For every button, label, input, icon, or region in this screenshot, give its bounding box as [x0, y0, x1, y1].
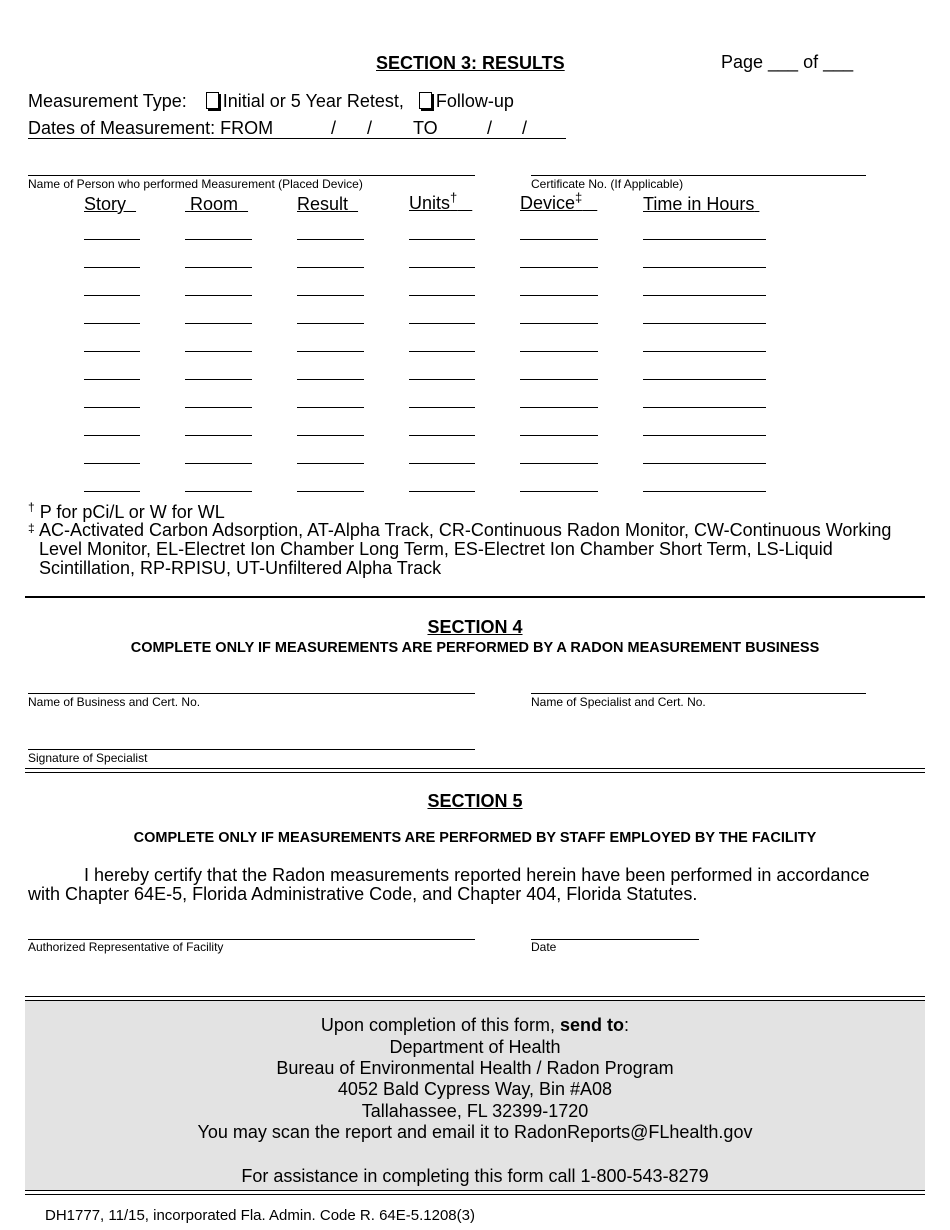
- footnote-device: AC-Activated Carbon Adsorption, AT-Alpha Track, CR-Continuous Radon Monitor, CW-Continuous Working Level Monitor, EL-Electret Ion Chamber Long Term, ES-Electret Ion Chamber Short Term, LS-Liquid Scintillation, RP-RPISU, UT-Unfiltered Alpha Track: [39, 520, 892, 578]
- representative-label: Authorized Representative of Facility: [28, 940, 224, 954]
- result-time-field[interactable]: [643, 379, 766, 380]
- result-result-field[interactable]: [297, 267, 364, 268]
- result-device-field[interactable]: [520, 463, 598, 464]
- result-time-field[interactable]: [643, 463, 766, 464]
- dates-to-sep1: /: [487, 118, 493, 138]
- result-time-field[interactable]: [643, 323, 766, 324]
- signature-field[interactable]: [28, 749, 475, 750]
- dates-from-sep1: /: [331, 118, 337, 138]
- mailing-line4: Tallahassee, FL 32399-1720: [361, 1101, 589, 1121]
- result-room-field[interactable]: [185, 463, 252, 464]
- mailing-line3: 4052 Bald Cypress Way, Bin #A08: [337, 1079, 613, 1099]
- result-device-field[interactable]: [520, 239, 598, 240]
- column-device: Device‡: [520, 190, 583, 213]
- result-room-field[interactable]: [185, 379, 252, 380]
- result-story-field[interactable]: [84, 295, 140, 296]
- dates-to-sep2: /: [522, 118, 528, 138]
- result-time-field[interactable]: [643, 239, 766, 240]
- mailing-line1: Department of Health: [389, 1037, 561, 1057]
- footnote-units: † P for pCi/L or W for WL: [28, 500, 225, 522]
- result-time-field[interactable]: [643, 351, 766, 352]
- result-units-field[interactable]: [409, 295, 475, 296]
- result-result-field[interactable]: [297, 435, 364, 436]
- result-result-field[interactable]: [297, 323, 364, 324]
- result-units-field[interactable]: [409, 323, 475, 324]
- result-device-field[interactable]: [520, 351, 598, 352]
- initial-option-label: Initial or 5 Year Retest,: [222, 91, 404, 111]
- followup-checkbox[interactable]: [419, 92, 432, 109]
- business-field[interactable]: [28, 693, 475, 694]
- result-result-field[interactable]: [297, 491, 364, 492]
- result-device-field[interactable]: [520, 379, 598, 380]
- business-label: Name of Business and Cert. No.: [28, 695, 201, 709]
- footer-divider: [25, 1190, 925, 1195]
- mailing-email: You may scan the report and email it to RadonReports@FLhealth.gov: [197, 1122, 753, 1142]
- result-units-field[interactable]: [409, 239, 475, 240]
- result-room-field[interactable]: [185, 491, 252, 492]
- result-time-field[interactable]: [643, 435, 766, 436]
- mailing-assistance: For assistance in completing this form call 1-800-543-8279: [241, 1166, 709, 1186]
- measurement-type-row: [28, 91, 514, 112]
- column-time: Time in Hours: [643, 194, 755, 214]
- footnote-device-mark: ‡: [28, 521, 35, 535]
- result-story-field[interactable]: [84, 379, 140, 380]
- result-story-field[interactable]: [84, 323, 140, 324]
- followup-option-label: Follow-up: [435, 91, 514, 111]
- result-units-field[interactable]: [409, 267, 475, 268]
- section4-title: SECTION 4: [427, 617, 523, 637]
- result-device-field[interactable]: [520, 323, 598, 324]
- person-field[interactable]: [28, 175, 475, 176]
- dates-label: Dates of Measurement: FROM: [28, 118, 274, 138]
- result-room-field[interactable]: [185, 435, 252, 436]
- result-device-field[interactable]: [520, 407, 598, 408]
- certify-text-line2: with Chapter 64E-5, Florida Administrative Code, and Chapter 404, Florida Statutes.: [28, 884, 698, 904]
- result-device-field[interactable]: [520, 295, 598, 296]
- result-room-field[interactable]: [185, 407, 252, 408]
- result-result-field[interactable]: [297, 407, 364, 408]
- form-id: DH1777, 11/15, incorporated Fla. Admin. Code R. 64E-5.1208(3): [45, 1207, 475, 1224]
- result-story-field[interactable]: [84, 463, 140, 464]
- result-units-field[interactable]: [409, 463, 475, 464]
- result-units-field[interactable]: [409, 379, 475, 380]
- result-story-field[interactable]: [84, 491, 140, 492]
- signature-label: Signature of Specialist: [28, 751, 148, 765]
- section4-subtitle: COMPLETE ONLY IF MEASUREMENTS ARE PERFORMED BY A RADON MEASUREMENT BUSINESS: [130, 640, 820, 656]
- certify-text-line1: I hereby certify that the Radon measurements reported herein have been performed in accordance: [84, 865, 870, 885]
- mailing-top-divider: [25, 996, 925, 1001]
- result-time-field[interactable]: [643, 407, 766, 408]
- result-time-field[interactable]: [643, 267, 766, 268]
- section5-title: SECTION 5: [427, 791, 523, 811]
- result-units-field[interactable]: [409, 407, 475, 408]
- column-result: Result: [297, 194, 349, 214]
- result-device-field[interactable]: [520, 267, 598, 268]
- result-story-field[interactable]: [84, 351, 140, 352]
- certificate-field[interactable]: [531, 175, 866, 176]
- page-number-label: Page ___ of ___: [721, 52, 854, 72]
- section3-title: SECTION 3: RESULTS: [376, 53, 565, 73]
- section4-divider: [25, 596, 925, 598]
- mailing-line2: Bureau of Environmental Health / Radon Program: [276, 1058, 674, 1078]
- initial-checkbox[interactable]: [206, 92, 219, 109]
- result-result-field[interactable]: [297, 239, 364, 240]
- specialist-label: Name of Specialist and Cert. No.: [531, 695, 706, 709]
- column-room: Room: [190, 194, 239, 214]
- result-result-field[interactable]: [297, 295, 364, 296]
- person-label: Name of Person who performed Measurement (Placed Device): [28, 177, 363, 191]
- result-room-field[interactable]: [185, 239, 252, 240]
- result-result-field[interactable]: [297, 379, 364, 380]
- result-time-field[interactable]: [643, 295, 766, 296]
- result-story-field[interactable]: [84, 407, 140, 408]
- result-story-field[interactable]: [84, 435, 140, 436]
- certificate-label: Certificate No. (If Applicable): [531, 177, 684, 191]
- result-device-field[interactable]: [520, 491, 598, 492]
- result-units-field[interactable]: [409, 491, 475, 492]
- section5-subtitle: COMPLETE ONLY IF MEASUREMENTS ARE PERFORMED BY STAFF EMPLOYED BY THE FACILITY: [133, 830, 817, 846]
- dates-from-sep2: /: [367, 118, 373, 138]
- result-room-field[interactable]: [185, 351, 252, 352]
- result-story-field[interactable]: [84, 267, 140, 268]
- result-units-field[interactable]: [409, 351, 475, 352]
- result-time-field[interactable]: [643, 491, 766, 492]
- result-units-field[interactable]: [409, 435, 475, 436]
- measurement-type-label: Measurement Type:: [28, 91, 187, 111]
- specialist-field[interactable]: [531, 693, 866, 694]
- section5-divider: [25, 768, 925, 773]
- column-story: Story: [84, 194, 127, 214]
- mailing-intro: Upon completion of this form, send to:: [320, 1015, 630, 1035]
- result-room-field[interactable]: [185, 323, 252, 324]
- result-device-field[interactable]: [520, 435, 598, 436]
- column-units: Units†: [409, 190, 458, 213]
- result-story-field[interactable]: [84, 239, 140, 240]
- result-room-field[interactable]: [185, 295, 252, 296]
- result-result-field[interactable]: [297, 463, 364, 464]
- dates-underline: [28, 138, 566, 139]
- date-label: Date: [531, 940, 557, 954]
- dates-to-label: TO: [413, 118, 438, 138]
- result-result-field[interactable]: [297, 351, 364, 352]
- result-room-field[interactable]: [185, 267, 252, 268]
